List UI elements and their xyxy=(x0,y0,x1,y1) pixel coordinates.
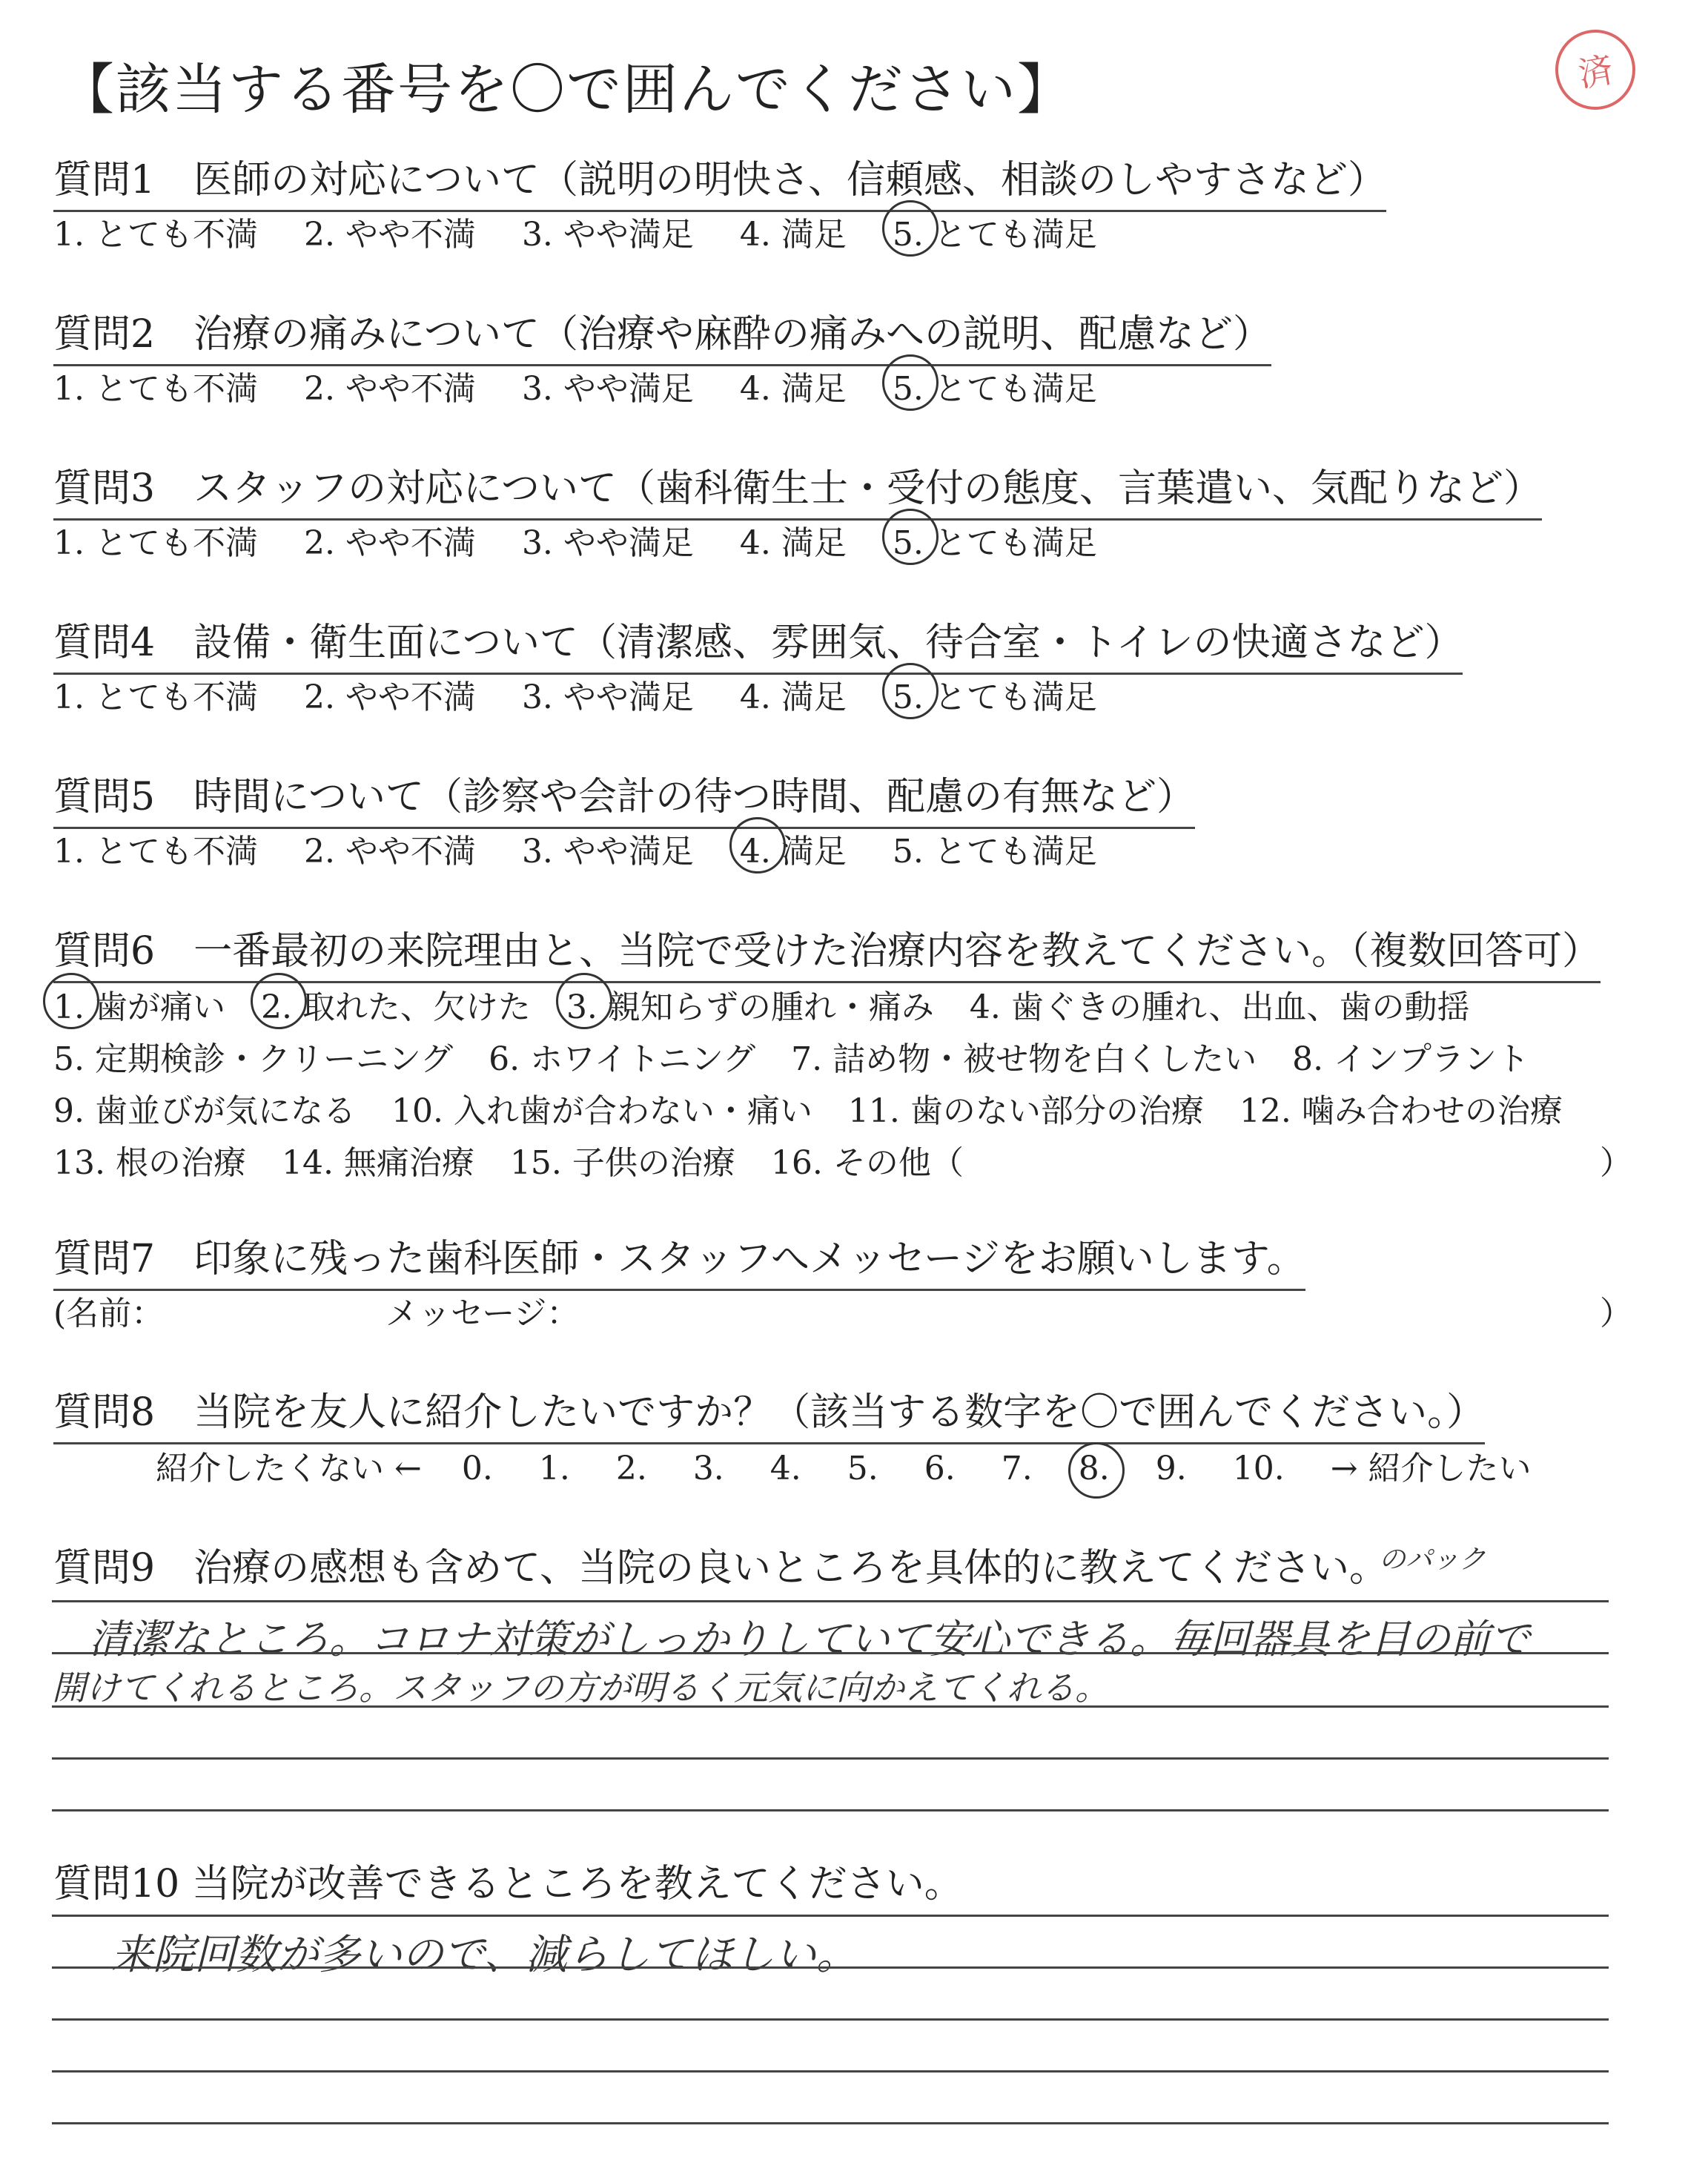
q10-line-1 xyxy=(52,1915,1609,1917)
q10-answer-line-1: 来院回数が多いので、減らしてほしい。 xyxy=(111,1931,858,1979)
q6-option-1[interactable]: 1. 歯が痛い xyxy=(53,980,225,1028)
q9-line-3 xyxy=(52,1705,1609,1708)
q2-title: 質問2 治療の痛みについて（治療や麻酔の痛みへの説明、配慮など） xyxy=(53,303,1271,366)
q4-title: 質問4 設備・衛生面について（清潔感、雰囲気、待合室・トイレの快適さなど） xyxy=(53,611,1463,675)
q4-option-1[interactable]: 1. とても不満 xyxy=(53,678,258,716)
q9-line-4 xyxy=(52,1757,1609,1760)
q6-option-13[interactable]: 13. 根の治療 xyxy=(53,1144,246,1182)
q9-handwritten-insert: のパック xyxy=(1379,1545,1486,1575)
q6-option-15[interactable]: 15. 子供の治療 xyxy=(509,1144,735,1182)
q3-option-4[interactable]: 4. 満足 xyxy=(739,524,847,562)
q6-other-close: ） xyxy=(1600,1144,1632,1182)
q9-line-5 xyxy=(52,1809,1609,1811)
q1-option-3[interactable]: 3. やや満足 xyxy=(521,216,694,254)
q6-row1 xyxy=(53,980,1470,1028)
q10-line-3 xyxy=(52,2018,1609,2021)
q6-title: 質問6 一番最初の来院理由と、当院で受けた治療内容を教えてください。（複数回答可） xyxy=(53,919,1601,983)
q6-option-12[interactable]: 12. 噛み合わせの治療 xyxy=(1239,1092,1563,1130)
q10-line-2 xyxy=(52,1966,1609,1969)
q5-options xyxy=(53,825,1097,872)
q1-option-1[interactable]: 1. とても不満 xyxy=(53,216,258,254)
q1-title: 質問1 医師の対応について（説明の明快さ、信頼感、相談のしやすさなど） xyxy=(53,148,1386,212)
q4-option-4[interactable]: 4. 満足 xyxy=(739,678,847,716)
q3-option-1[interactable]: 1. とても不満 xyxy=(53,524,258,562)
q6-option-9[interactable]: 9. 歯並びが気になる xyxy=(53,1092,356,1130)
q4-options xyxy=(53,670,1097,718)
q5-title: 質問5 時間について（診察や会計の待つ時間、配慮の有無など） xyxy=(53,765,1195,829)
q8-option-9[interactable]: 9. xyxy=(1155,1450,1187,1487)
q6-option-3[interactable]: 3. 親知らずの腫れ・痛み xyxy=(566,980,934,1028)
q5-option-4[interactable]: 4. 満足 xyxy=(740,825,847,872)
page-title: 【該当する番号を〇で囲んでください】 xyxy=(59,58,1073,122)
q8-left-label: 紹介したくない ← xyxy=(156,1450,422,1487)
q9-title: 質問9 治療の感想も含めて、当院の良いところを具体的に教えてください。 xyxy=(53,1546,1388,1591)
q3-options xyxy=(53,516,1097,564)
q5-option-1[interactable]: 1. とても不満 xyxy=(53,833,258,871)
q8-option-4[interactable]: 4. xyxy=(769,1450,801,1487)
q6-row2 xyxy=(53,1032,1529,1080)
q9-line-2 xyxy=(52,1652,1609,1654)
q3-option-5[interactable]: 5. とても満足 xyxy=(893,516,1097,564)
q6-option-7[interactable]: 7. 詰め物・被せ物を白くしたい xyxy=(791,1040,1257,1078)
q8-option-2[interactable]: 2. xyxy=(615,1450,647,1487)
reviewed-stamp: 済 xyxy=(1549,23,1641,116)
q2-options xyxy=(53,362,1097,409)
q8-option-1[interactable]: 1. xyxy=(538,1450,570,1487)
q7-message-label: メッセージ： xyxy=(385,1295,580,1332)
q9-line-1 xyxy=(52,1600,1609,1602)
q8-scale xyxy=(156,1441,1532,1489)
q7-close: ） xyxy=(1600,1295,1632,1332)
q8-option-7[interactable]: 7. xyxy=(1001,1450,1033,1487)
q8-right-label: → 紹介したい xyxy=(1330,1450,1532,1487)
q6-option-14[interactable]: 14. 無痛治療 xyxy=(281,1144,474,1182)
q2-option-4[interactable]: 4. 満足 xyxy=(739,370,847,408)
q8-option-8[interactable]: 8. xyxy=(1078,1450,1110,1487)
q1-options xyxy=(53,208,1097,255)
q9-answer-line-2: 開けてくれるところ。スタッフの方が明るく元気に向かえてくれる。 xyxy=(52,1668,1109,1708)
q6-option-11[interactable]: 11. 歯のない部分の治療 xyxy=(847,1092,1204,1130)
q6-option-6[interactable]: 6. ホワイトニング xyxy=(489,1040,756,1078)
q6-option-8[interactable]: 8. インプラント xyxy=(1292,1040,1530,1078)
q4-option-2[interactable]: 2. やや不満 xyxy=(303,678,476,716)
q1-option-2[interactable]: 2. やや不満 xyxy=(303,216,476,254)
q3-option-3[interactable]: 3. やや満足 xyxy=(521,524,694,562)
q5-option-2[interactable]: 2. やや不満 xyxy=(303,833,476,871)
q6-row3 xyxy=(53,1084,1563,1132)
q6-option-5[interactable]: 5. 定期検診・クリーニング xyxy=(53,1040,454,1078)
q7-title: 質問7 印象に残った歯科医師・スタッフへメッセージをお願いします。 xyxy=(53,1227,1305,1291)
q9-answer-line-1: 清潔なところ。コロナ対策がしっかりしていて安心できる。毎回器具を目の前で xyxy=(89,1616,1530,1662)
q4-option-5[interactable]: 5. とても満足 xyxy=(893,670,1097,718)
q8-title: 質問8 当院を友人に紹介したいですか？（該当する数字を〇で囲んでください。） xyxy=(53,1381,1485,1444)
q6-option-4[interactable]: 4. 歯ぐきの腫れ、出血、歯の動揺 xyxy=(969,988,1470,1026)
q6-option-2[interactable]: 2. 取れた、欠けた xyxy=(261,980,531,1028)
q5-option-3[interactable]: 3. やや満足 xyxy=(521,833,694,871)
q1-option-5[interactable]: 5. とても満足 xyxy=(893,208,1097,255)
q8-option-3[interactable]: 3. xyxy=(692,1450,724,1487)
q8-option-0[interactable]: 0. xyxy=(461,1450,493,1487)
q4-option-3[interactable]: 3. やや満足 xyxy=(521,678,694,716)
q7-name-label: (名前： xyxy=(53,1295,165,1332)
q3-title: 質問3 スタッフの対応について（歯科衛生士・受付の態度、言葉遣い、気配りなど） xyxy=(53,457,1542,521)
q1-option-4[interactable]: 4. 満足 xyxy=(739,216,847,254)
q10-line-4 xyxy=(52,2070,1609,2073)
q2-option-3[interactable]: 3. やや満足 xyxy=(521,370,694,408)
q8-option-5[interactable]: 5. xyxy=(847,1450,878,1487)
q6-option-16[interactable]: 16. その他（ xyxy=(770,1144,964,1182)
q2-option-1[interactable]: 1. とても不満 xyxy=(53,370,258,408)
q10-line-5 xyxy=(52,2122,1609,2124)
q8-option-6[interactable]: 6. xyxy=(924,1450,956,1487)
q8-option-10[interactable]: 10. xyxy=(1232,1450,1285,1487)
q2-option-5[interactable]: 5. とても満足 xyxy=(893,362,1097,409)
q6-row4 xyxy=(53,1136,964,1183)
q6-option-10[interactable]: 10. 入れ歯が合わない・痛い xyxy=(391,1092,812,1130)
q5-option-5[interactable]: 5. とても満足 xyxy=(892,833,1097,871)
q10-title: 質問10 当院が改善できるところを教えてください。 xyxy=(53,1862,963,1906)
q2-option-2[interactable]: 2. やや不満 xyxy=(303,370,476,408)
q3-option-2[interactable]: 2. やや不満 xyxy=(303,524,476,562)
